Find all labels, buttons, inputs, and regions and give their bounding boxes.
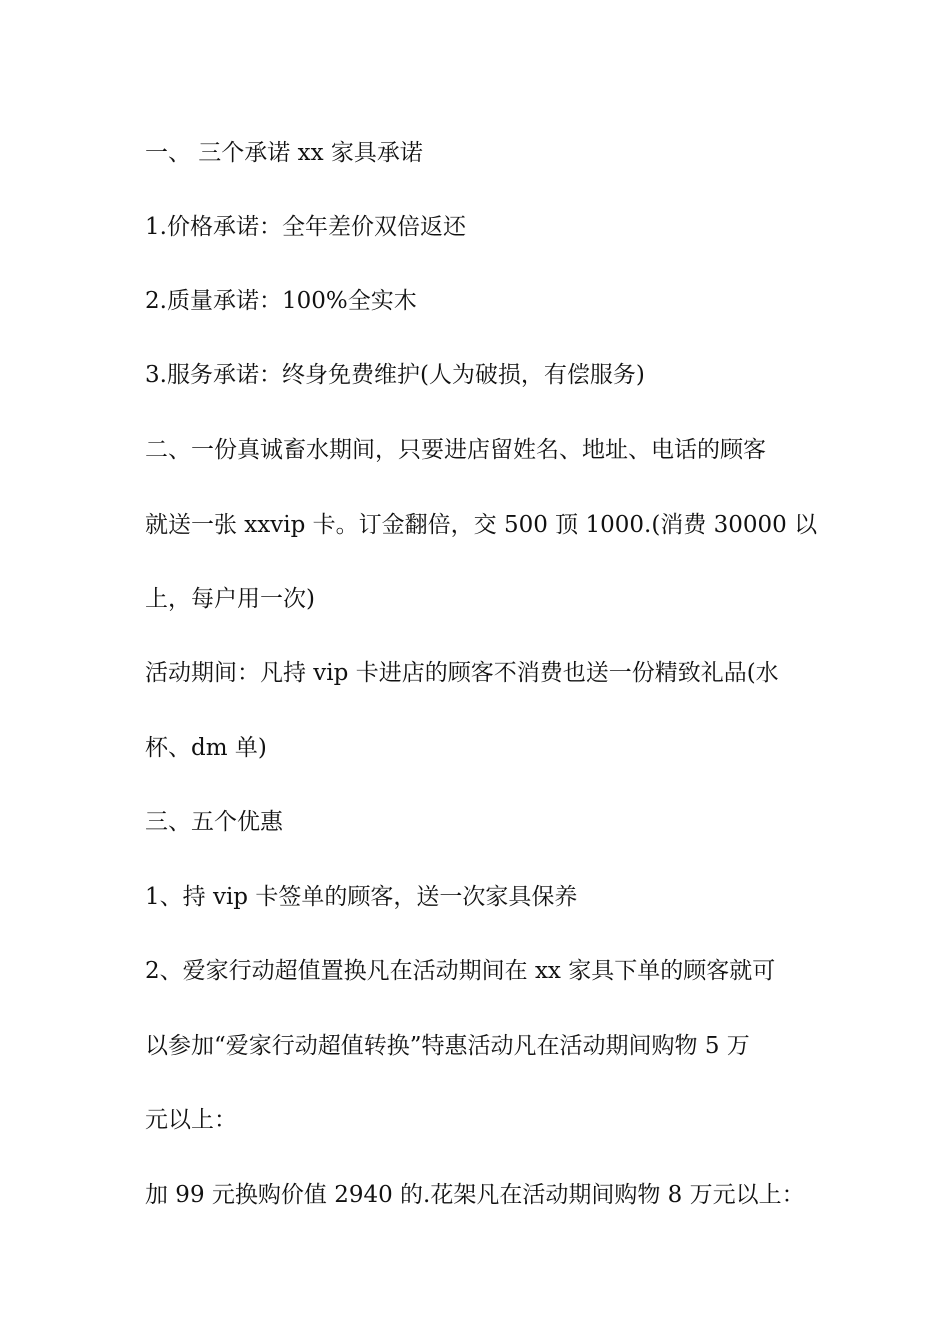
offer-2-line-2: 以参加“爱家行动超值转换”特惠活动凡在活动期间购物 5 万 (145, 1033, 750, 1059)
service-promise: 3.服务承诺：终身免费维护(人为破损，有偿服务) (145, 362, 645, 388)
price-promise: 1.价格承诺：全年差价双倍返还 (145, 214, 466, 240)
offer-2-line-4: 加 99 元换购价值 2940 的.花架凡在活动期间购物 8 万元以上： (145, 1182, 805, 1208)
heading-five-offers: 三、五个优惠 (145, 809, 283, 835)
section-two-line-3: 上，每户用一次) (145, 586, 315, 612)
section-two-line-2: 就送一张 xxvip 卡。订金翻倍，交 500 顶 1000.(消费 30000 以 (145, 512, 818, 538)
activity-period-line-2: 杯、dm 单) (145, 735, 267, 761)
offer-2-line-3: 元以上： (145, 1107, 237, 1133)
offer-1: 1、持 vip 卡签单的顾客，送一次家具保养 (145, 884, 578, 910)
section-two-line-1: 二、一份真诚畜水期间，只要进店留姓名、地址、电话的顾客 (145, 437, 766, 463)
activity-period-line-1: 活动期间：凡持 vip 卡进店的顾客不消费也送一份精致礼品(水 (145, 660, 779, 686)
heading-three-promises: 一、 三个承诺 xx 家具承诺 (145, 140, 423, 166)
offer-2-line-1: 2、爱家行动超值置换凡在活动期间在 xx 家具下单的顾客就可 (145, 958, 776, 984)
quality-promise: 2.质量承诺：100%全实木 (145, 288, 417, 314)
